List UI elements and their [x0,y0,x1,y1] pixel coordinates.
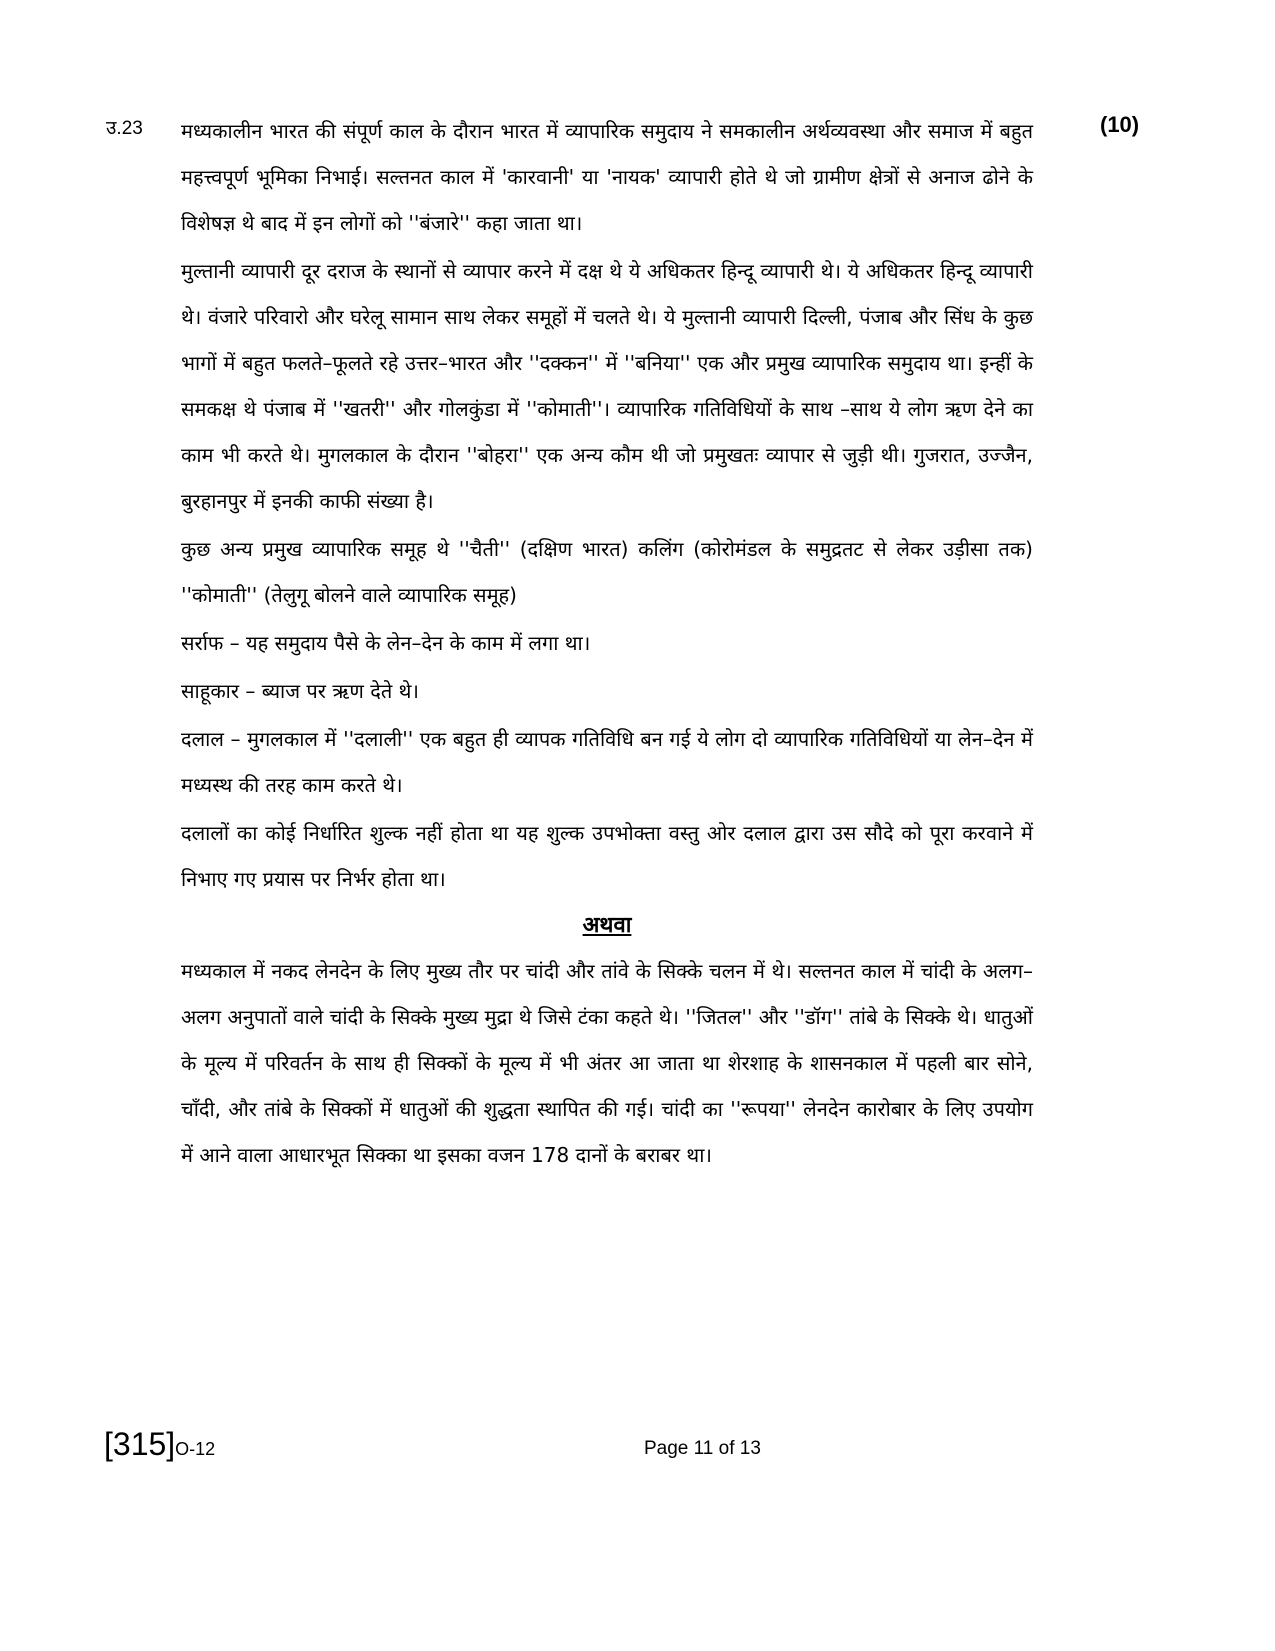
answer-body [181,108,1033,1180]
answer-paragraph-1: मध्यकालीन भारत की संपूर्ण काल के दौरान भारत में व्यापारिक समुदाय ने समकालीन अर्थव्यवस्था और समाज में बहुत महत्त्वपूर्ण भूमिका निभाई। सल्तनत काल में 'कारवानी' या 'नायक' व्यापारी होते थे जो ग्रामीण क्षेत्रों से अनाज ढोने के विशेषज्ञ थे बाद में इन लोगों को ''बंजारे'' कहा जाता था। [181,119,1033,235]
paper-code [104,1426,215,1463]
paper-code-number: [315] [104,1426,176,1462]
answer-paragraph-3: कुछ अन्य प्रमुख व्यापारिक समूह थे ''चैती'' (दक्षिण भारत) कलिंग (कोरोमंडल के समुद्रतट से लेकर उड़ीसा तक) ''कोमाती'' (तेलुगू बोलने वाले व्यापारिक समूह) [181,537,1033,607]
answer-paragraph-7: दलालों का कोई निर्धारित शुल्क नहीं होता था यह शुल्क उपभोक्ता वस्तु ओर दलाल द्वारा उस सौदे को पूरा करवाने में निभाए गए प्रयास पर निर्भर होता था। [181,821,1033,891]
or-heading: अथवा [582,913,632,938]
page-number: Page 11 of 13 [644,1438,761,1459]
answer-paragraph-5: साहूकार – ब्याज पर ऋण देते थे। [181,679,419,703]
question-number: उ.23 [106,118,143,139]
alternate-answer-paragraph: मध्यकाल में नकद लेनदेन के लिए मुख्य तौर पर चांदी और तांवे के सिक्के चलन में थे। सल्तनत काल में चांदी के अलग–अलग अनुपातों वाले चांदी के सिक्के मुख्य मुद्रा थे जिसे टंका कहते थे। ''जितल'' और ''डॉग'' तांबे के सिक्के थे। धातुओं के मूल्य में परिवर्तन के साथ ही सिक्कों के मूल्य में भी अंतर आ जाता था शेरशाह के शासनकाल में पहली बार सोने, चाँदी, और तांबे के सिक्कों में धातुओं की शुद्धता स्थापित की गई। चांदी का ''रूपया'' लेनदेन कारोबार के लिए उपयोग में आने वाला आधारभूत सिक्का था इसका वजन 178 दानों के बराबर था। [181,959,1033,1167]
answer-paragraph-2: मुल्तानी व्यापारी दूर दराज के स्थानों से व्यापार करने में दक्ष थे ये अधिकतर हिन्दू व्यापारी थे। ये अधिकतर हिन्दू व्यापारी थे। वंजारे परिवारो और घरेलू सामान साथ लेकर समूहों में चलते थे। ये मुल्तानी व्यापारी दिल्ली, पंजाब और सिंध के कुछ भागों में बहुत फलते–फूलते रहे उत्तर–भारत और ''दक्कन'' में ''बनिया'' एक और प्रमुख व्यापारिक समुदाय था। इन्हीं के समकक्ष थे पंजाब में ''खतरी'' और गोलकुंडा में ''कोमाती''। व्यापारिक गतिविधियों के साथ –साथ ये लोग ऋण देने का काम भी करते थे। मुगलकाल के दौरान ''बोहरा'' एक अन्य कौम थी जो प्रमुखतः व्यापार से जुड़ी थी। गुजरात, उज्जैन, बुरहानपुर में इनकी काफी संख्या है। [181,259,1033,513]
set-code: O-12 [175,1439,216,1459]
answer-paragraph-4: सर्राफ – यह समुदाय पैसे के लेन–देन के काम में लगा था। [181,631,591,655]
marks-label: (10) [1100,112,1140,137]
answer-paragraph-6: दलाल – मुगलकाल में ''दलाली'' एक बहुत ही व्यापक गतिविधि बन गई ये लोग दो व्यापारिक गतिविधियों या लेन–देन में मध्यस्थ की तरह काम करते थे। [181,727,1033,797]
